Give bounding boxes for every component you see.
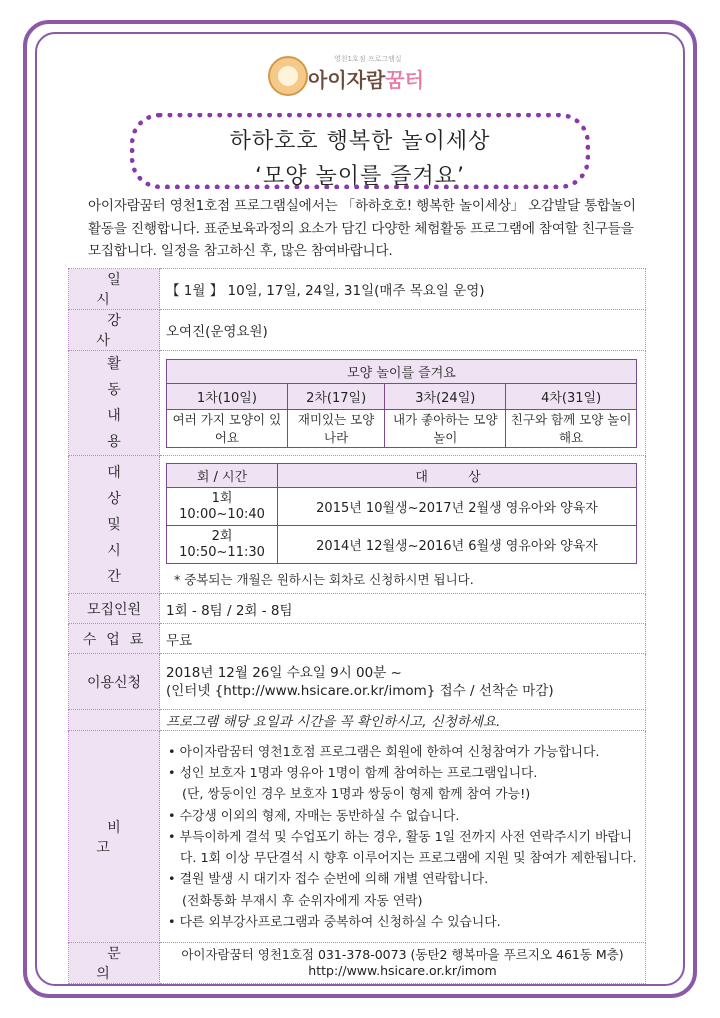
remark-item: (단, 쌍둥이인 경우 보호자 1명과 쌍둥이 형제 함께 참여 가능!) bbox=[182, 787, 531, 803]
page-title: 하하호호 행복한 놀이세상 bbox=[229, 129, 491, 154]
remark-item: (전화통화 부재시 후 순위자에게 자동 연락) bbox=[182, 893, 423, 909]
session-round: 1차(10일) bbox=[167, 383, 288, 409]
contact-url[interactable]: http://www.hsicare.or.kr/imom bbox=[308, 963, 497, 978]
fee-row bbox=[69, 624, 646, 654]
apply-date: 2018년 12월 26일 수요일 9시 00분 ~ bbox=[166, 664, 402, 681]
schedule-row bbox=[69, 269, 646, 310]
remark-item: • 결원 발생 시 대기자 접수 순번에 의해 개별 연락합니다. bbox=[168, 872, 489, 888]
logo-face-icon bbox=[268, 56, 308, 96]
info-table bbox=[68, 268, 646, 984]
apply-url: (인터넷 {http://www.hsicare.or.kr/imom} 접수 / 선착순 마감) bbox=[166, 682, 554, 699]
fee-value: 무료 bbox=[160, 624, 646, 654]
session-round: 4차(31일) bbox=[506, 383, 637, 409]
target-table bbox=[166, 463, 637, 564]
instructor-label: 강사 bbox=[69, 310, 160, 351]
fee-label: 수업료 bbox=[69, 624, 160, 654]
apply-notice: 프로그램 해당 요일과 시간을 꼭 확인하시고, 신청하세요. bbox=[160, 710, 646, 731]
brand-logo bbox=[262, 50, 462, 106]
contact-label: 문의 bbox=[69, 943, 160, 984]
contact-info: 아이자람꿈터 영천1호점 031-378-0073 (동탄2 행복마을 푸르지오 461동 M층) bbox=[181, 947, 624, 962]
recruit-value: 1회 - 8팀 / 2회 - 8팀 bbox=[160, 594, 646, 624]
session-desc: 친구와 함께 모양 놀이해요 bbox=[506, 409, 637, 447]
apply-label: 이용신청 bbox=[69, 654, 160, 710]
intro-paragraph: 아이자람꿈터 영천1호점 프로그램실에서는 「하하호호! 행복한 놀이세상」 오감발달 통합놀이 활동을 진행합니다. 표준보육과정의 요소가 담긴 다양한 체험활동 프로그램에 참여할 친구들을 모집합니다. 일정을 참고하신 후, 많은 참여바랍니다. bbox=[88, 198, 636, 259]
title-banner bbox=[130, 113, 590, 189]
logo-text: 아이자람꿈터 bbox=[308, 68, 424, 92]
activity-label: 활동 내용 bbox=[69, 351, 160, 456]
recruit-row bbox=[69, 594, 646, 624]
schedule-value: 【 1월 】 10일, 17일, 24일, 31일(매주 목요일 운영) bbox=[160, 269, 646, 310]
remark-item: • 성인 보호자 1명과 영유아 1명이 함께 참여하는 프로그램입니다. bbox=[168, 765, 538, 781]
target-row bbox=[69, 456, 646, 594]
activity-header: 모양 놀이를 즐겨요 bbox=[167, 359, 637, 383]
target-desc-cell: 2015년 10월생~2017년 2월생 영유아와 양육자 bbox=[278, 488, 637, 526]
target-col-time: 회 / 시간 bbox=[167, 464, 278, 488]
session-round: 3차(24일) bbox=[385, 383, 506, 409]
remarks-list bbox=[166, 742, 639, 934]
apply-row bbox=[69, 654, 646, 710]
remarks-label: 비고 bbox=[69, 731, 160, 943]
activity-table bbox=[166, 359, 637, 448]
contact-row bbox=[69, 943, 646, 984]
page-subtitle: ‘모양 놀이를 즐겨요’ bbox=[255, 164, 465, 189]
target-label: 대상 및 시간 bbox=[69, 456, 160, 594]
session-desc: 내가 좋아하는 모양 놀이 bbox=[385, 409, 506, 447]
remark-item: • 아이자람꿈터 영천1호점 프로그램은 회원에 한하여 신청참여가 가능합니다. bbox=[168, 744, 600, 760]
recruit-label: 모집인원 bbox=[69, 594, 160, 624]
remarks-row bbox=[69, 731, 646, 943]
remark-item: • 수강생 이외의 형제, 자매는 동반하실 수 없습니다. bbox=[168, 808, 460, 824]
schedule-label: 일시 bbox=[69, 269, 160, 310]
activity-row bbox=[69, 351, 646, 456]
apply-notice-row bbox=[69, 710, 646, 731]
target-time-cell: 1회 10:00~10:40 bbox=[167, 488, 278, 526]
remark-item: • 부득이하게 결석 및 수업포기 하는 경우, 활동 1일 전까지 사전 연락주시기 바랍니다. 1회 이상 무단결석 시 향후 이루어지는 프로그램에 지원 및 참여가 제한됩니다. bbox=[168, 829, 637, 867]
target-desc-cell: 2014년 12월생~2016년 6월생 영유아와 양육자 bbox=[278, 526, 637, 564]
session-desc: 여러 가지 모양이 있어요 bbox=[167, 409, 288, 447]
target-note: * 중복되는 개월은 원하시는 회차로 신청하시면 됩니다. bbox=[174, 572, 474, 587]
instructor-row bbox=[69, 310, 646, 351]
logo-tagline: 영천1호점 프로그램실 bbox=[334, 55, 402, 63]
target-col-target: 대 상 bbox=[278, 464, 637, 488]
session-desc: 재미있는 모양 나라 bbox=[287, 409, 385, 447]
session-round: 2차(17일) bbox=[287, 383, 385, 409]
remark-item: • 다른 외부강사프로그램과 중복하여 신청하실 수 있습니다. bbox=[168, 915, 501, 931]
instructor-value: 오여진(운영요원) bbox=[160, 310, 646, 351]
target-time-cell: 2회 10:50~11:30 bbox=[167, 526, 278, 564]
